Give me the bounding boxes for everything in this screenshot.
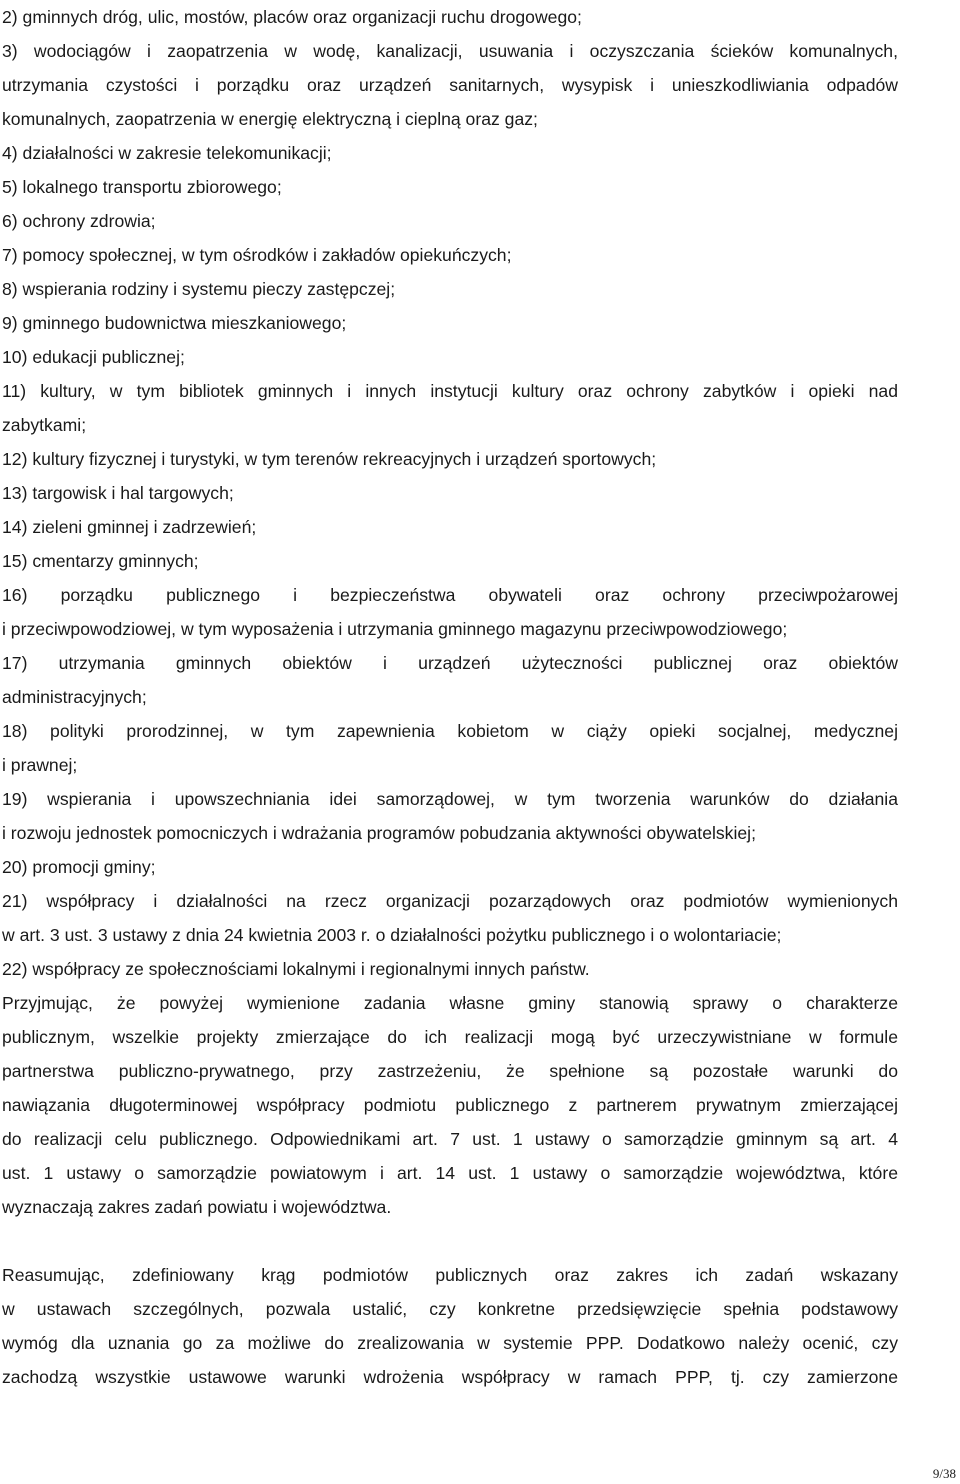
text-line: Przyjmując, że powyżej wymienione zadania własne gminy stanowią sprawy o charakterze: [2, 993, 898, 1013]
text-line: 21) współpracy i działalności na rzecz organizacji pozarządowych oraz podmiotów wymienionych: [2, 891, 898, 911]
text-line: 6) ochrony zdrowia;: [2, 211, 156, 231]
text-line: zabytkami;: [2, 415, 87, 435]
paragraph-gap: [2, 1224, 898, 1258]
text-line: 18) polityki prorodzinnej, w tym zapewnienia kobietom w ciąży opieki socjalnej, medycznej: [2, 721, 898, 741]
text-line: 8) wspierania rodziny i systemu pieczy zastępczej;: [2, 279, 396, 299]
text-line: zachodzą wszystkie ustawowe warunki wdrożenia współpracy w ramach PPP, tj. czy zamierzone: [2, 1367, 898, 1387]
text-line: administracyjnych;: [2, 687, 147, 707]
text-line: 11) kultury, w tym bibliotek gminnych i innych instytucji kultury oraz ochrony zabytków i opieki nad: [2, 381, 898, 401]
page-number: 9/38: [932, 1466, 956, 1481]
text-line: utrzymania czystości i porządku oraz urządzeń sanitarnych, wysypisk i unieszkodliwiania odpadów: [2, 75, 898, 95]
text-line: i przeciwpowodziowej, w tym wyposażenia i utrzymania gminnego magazynu przeciwpowodziowego;: [2, 619, 788, 639]
text-line: w art. 3 ust. 3 ustawy z dnia 24 kwietnia 2003 r. o działalności pożytku publicznego i o wolontariacie;: [2, 925, 782, 945]
text-line: Reasumując, zdefiniowany krąg podmiotów publicznych oraz zakres ich zadań wskazany: [2, 1265, 898, 1285]
text-line: 13) targowisk i hal targowych;: [2, 483, 234, 503]
text-line: 10) edukacji publicznej;: [2, 347, 185, 367]
text-line: 4) działalności w zakresie telekomunikacji;: [2, 143, 332, 163]
text-line: w ustawach szczególnych, pozwala ustalić, czy konkretne przedsięwzięcie spełnia podstawowy: [2, 1299, 898, 1319]
text-line: 2) gminnych dróg, ulic, mostów, placów oraz organizacji ruchu drogowego;: [2, 7, 582, 27]
text-line: wyznaczają zakres zadań powiatu i województwa.: [2, 1197, 392, 1217]
text-line: 17) utrzymania gminnych obiektów i urządzeń użyteczności publicznej oraz obiektów: [2, 653, 898, 673]
text-line: 7) pomocy społecznej, w tym ośrodków i zakładów opiekuńczych;: [2, 245, 512, 265]
text-line: i rozwoju jednostek pomocniczych i wdrażania programów pobudzania aktywności obywatelskiej;: [2, 823, 756, 843]
text-line: 15) cmentarzy gminnych;: [2, 551, 199, 571]
text-line: partnerstwa publiczno-prywatnego, przy zastrzeżeniu, że spełnione są pozostałe warunki do: [2, 1061, 898, 1081]
text-line: 3) wodociągów i zaopatrzenia w wodę, kanalizacji, usuwania i oczyszczania ścieków komunalnych,: [2, 41, 898, 61]
text-line: 14) zieleni gminnej i zadrzewień;: [2, 517, 257, 537]
text-line: 19) wspierania i upowszechniania idei samorządowej, w tym tworzenia warunków do działania: [2, 789, 898, 809]
text-line: nawiązania długoterminowej współpracy podmiotu publicznego z partnerem prywatnym zmierzającej: [2, 1095, 898, 1115]
text-line: 22) współpracy ze społecznościami lokalnymi i regionalnymi innych państw.: [2, 959, 590, 979]
text-line: 16) porządku publicznego i bezpieczeństwa obywateli oraz ochrony przeciwpożarowej: [2, 585, 898, 605]
text-line: 9) gminnego budownictwa mieszkaniowego;: [2, 313, 347, 333]
document-body: [2, 0, 898, 1394]
text-line: komunalnych, zaopatrzenia w energię elektryczną i cieplną oraz gaz;: [2, 109, 538, 129]
text-line: wymóg dla uznania go za możliwe do zrealizowania w systemie PPP. Dodatkowo należy ocenić, czy: [2, 1333, 898, 1353]
text-line: publicznym, wszelkie projekty zmierzające do ich realizacji mogą być urzeczywistniane w formule: [2, 1027, 898, 1047]
text-line: 5) lokalnego transportu zbiorowego;: [2, 177, 282, 197]
text-line: i prawnej;: [2, 755, 78, 775]
text-line: do realizacji celu publicznego. Odpowiednikami art. 7 ust. 1 ustawy o samorządzie gminnym są art. 4: [2, 1129, 898, 1149]
text-line: 20) promocji gminy;: [2, 857, 156, 877]
text-line: 12) kultury fizycznej i turystyki, w tym terenów rekreacyjnych i urządzeń sportowych;: [2, 449, 657, 469]
text-line: ust. 1 ustawy o samorządzie powiatowym i art. 14 ust. 1 ustawy o samorządzie województwa, które: [2, 1163, 898, 1183]
